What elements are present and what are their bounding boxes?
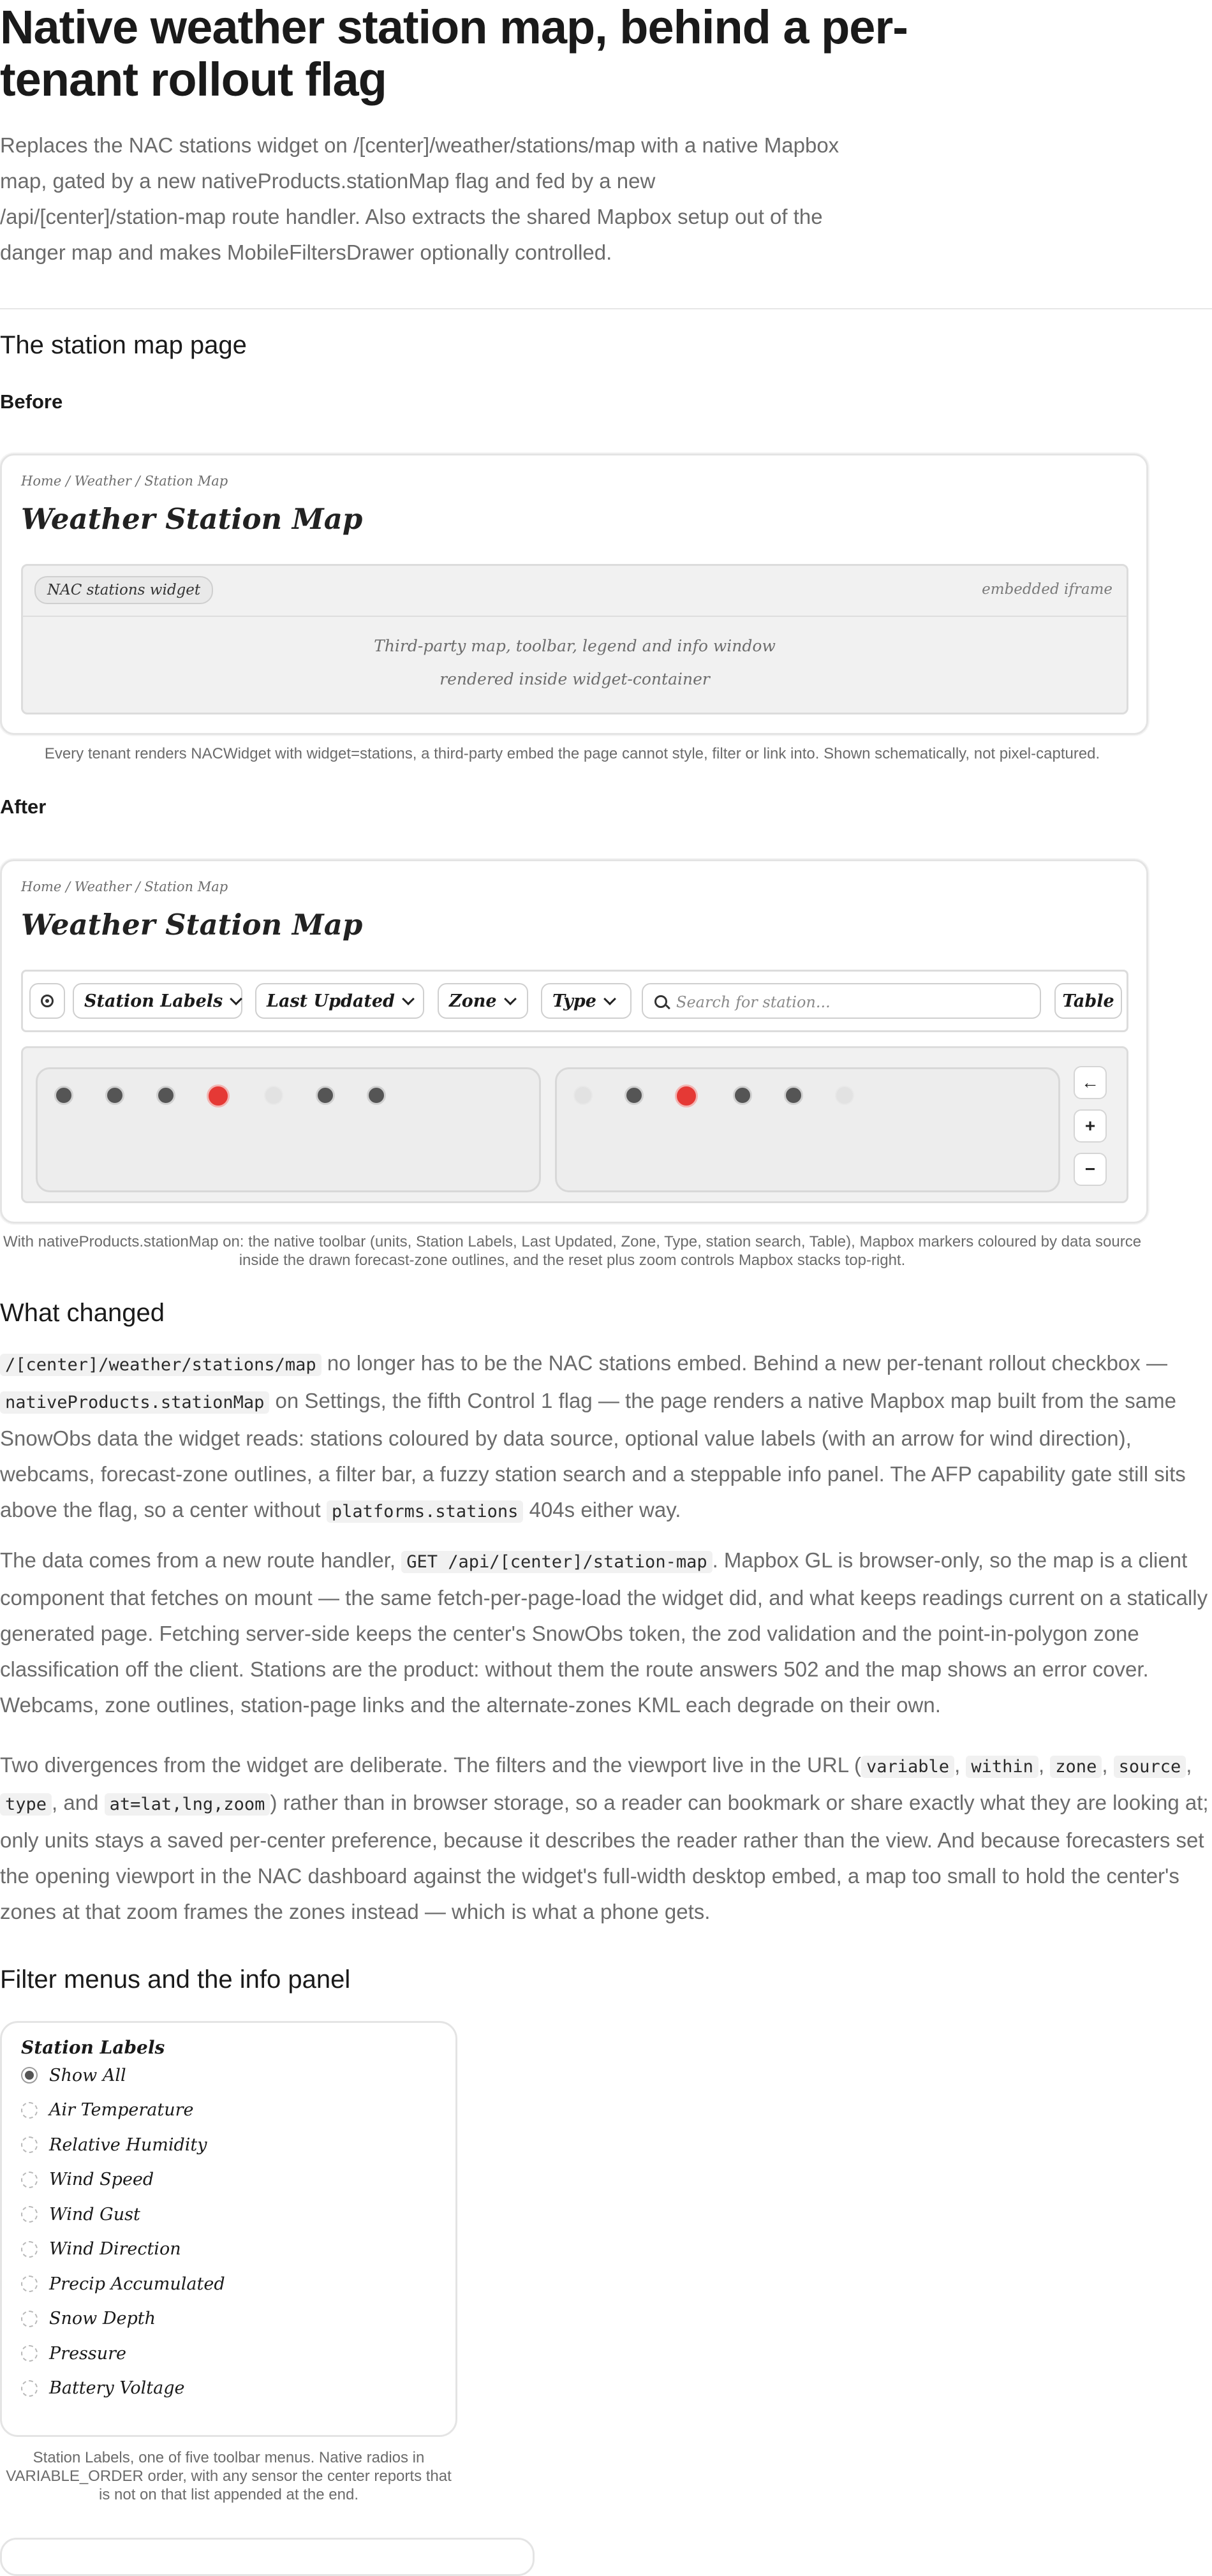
lede-paragraph: Replaces the NAC stations widget on /[center]/weather/stations/map with a native Mapbox map, gated by a new nativeProducts.stationMap flag and fed by a new /api/[center]/station-map route handler. Also extracts the shared Mapbox setup out of the danger map and makes MobileFiltersDrawer optionally controlled. <box>0 133 839 264</box>
widget-line-1: Third-party map, toolbar, legend and info window <box>374 637 776 655</box>
inline-code: nativeProducts.stationMap <box>0 1391 269 1414</box>
chevron-down-icon <box>603 993 616 1005</box>
radio-label: Battery Voltage <box>49 2378 185 2398</box>
widget-pill: NAC stations widget <box>34 576 213 604</box>
chevron-down-icon <box>504 993 517 1005</box>
radio-label: Wind Direction <box>49 2239 181 2259</box>
chevron-down-icon <box>402 993 415 1005</box>
type-button[interactable] <box>541 983 632 1019</box>
radio-label: Show All <box>49 2065 126 2085</box>
station-labels-menu <box>0 2021 457 2437</box>
page-title: Native weather station map, behind a per-tenant rollout flag <box>0 1 908 106</box>
before-mockup <box>0 454 1148 735</box>
search-placeholder: Search for station... <box>676 993 831 1011</box>
reset-view-button[interactable]: ← <box>1074 1066 1107 1099</box>
radio-button[interactable] <box>21 2067 38 2084</box>
info-panel-mockup <box>0 2538 535 2576</box>
map-toolbar <box>21 970 1128 1032</box>
zoom-out-button[interactable]: − <box>1074 1153 1107 1186</box>
after-mockup <box>0 859 1148 1224</box>
forecast-zone-outline <box>555 1067 1060 1192</box>
station-marker[interactable] <box>264 1086 283 1105</box>
breadcrumb: Home / Weather / Station Map <box>21 473 228 489</box>
radio-button[interactable] <box>21 2206 38 2223</box>
widget-body <box>23 630 1127 696</box>
after-label: After <box>0 796 47 818</box>
chevron-down-icon <box>230 993 242 1005</box>
zoom-in-button[interactable]: + <box>1074 1109 1107 1143</box>
inline-code: type <box>0 1793 52 1816</box>
what-changed-paragraph-2: The data comes from a new route handler, GET /api/[center]/station-map . Mapbox GL is browser-only, so the map is a client component that fetches on mount — the same fetch-per-page-load the widget did, and what keeps readings current on a statically generated page. Fetching server-side keeps the center's SnowObs token, the zod validation and the point-in-polygon zone classification off the client. Stations are the product: without them the route answers 502 and the map shows an error cover. Webcams, zone outlines, station-page links and the alternate-zones KML each degrade on their own. <box>0 1548 1208 1717</box>
section-heading-station-map: The station map page <box>0 331 247 359</box>
radio-button[interactable] <box>21 2241 38 2258</box>
radio-button[interactable] <box>21 2136 38 2153</box>
radio-button[interactable] <box>21 2345 38 2362</box>
zone-button[interactable] <box>438 983 528 1019</box>
station-marker[interactable] <box>573 1086 593 1105</box>
station-marker-selected[interactable] <box>207 1084 230 1107</box>
units-button[interactable] <box>29 983 65 1019</box>
radio-option[interactable] <box>21 2376 184 2401</box>
what-changed-paragraph-3: Two divergences from the widget are deliberate. The filters and the viewport live in the URL ( variable , within , zone , source , type , and at=lat,lng,zoom ) rather than in browser storage, so a reader can bookmark or share exactly what they are looking at; only units stays a saved per-center preference, because it describes the reader rather than the view. And because forecasters set the opening viewport in the NAC dashboard against the widget's full-width desktop embed, a map too small to hold the center's zones at that zoom frames the zones instead — which is what a phone gets. <box>0 1753 1209 1923</box>
radio-label: Wind Gust <box>49 2204 140 2224</box>
inline-code: within <box>966 1756 1038 1778</box>
station-marker[interactable] <box>784 1086 803 1105</box>
radio-label: Relative Humidity <box>49 2135 207 2155</box>
before-label: Before <box>0 390 63 413</box>
last-updated-label: Last Updated <box>267 991 395 1011</box>
forecast-zone-outline <box>36 1067 541 1192</box>
station-marker[interactable] <box>733 1086 752 1105</box>
radio-option[interactable] <box>21 2341 126 2366</box>
search-icon <box>654 995 667 1008</box>
inline-code: platforms.stations <box>327 1500 524 1523</box>
menu-title: Station Labels <box>21 2037 165 2058</box>
last-updated-button[interactable] <box>255 983 424 1019</box>
station-marker[interactable] <box>624 1086 644 1105</box>
breadcrumb: Home / Weather / Station Map <box>21 879 228 894</box>
radio-label: Air Temperature <box>49 2100 194 2120</box>
section-heading-what-changed: What changed <box>0 1299 165 1327</box>
target-icon <box>41 995 54 1007</box>
inline-code: zone <box>1050 1756 1102 1778</box>
before-caption: Every tenant renders NACWidget with widget=stations, a third-party embed the page cannot style, filter or link into. Shown schematically, not pixel-captured. <box>44 745 1100 762</box>
table-button[interactable] <box>1054 983 1122 1019</box>
radio-button[interactable] <box>21 2102 38 2119</box>
radio-button[interactable] <box>21 2172 38 2188</box>
radio-label: Pressure <box>49 2343 127 2364</box>
radio-button[interactable] <box>21 2380 38 2397</box>
station-marker[interactable] <box>54 1086 73 1105</box>
radio-label: Precip Accumulated <box>49 2274 225 2294</box>
station-marker[interactable] <box>105 1086 124 1105</box>
inline-code: at=lat,lng,zoom <box>105 1793 270 1816</box>
station-map[interactable] <box>21 1046 1128 1203</box>
table-label: Table <box>1062 991 1114 1011</box>
station-search-input[interactable] <box>642 983 1041 1019</box>
zone-label: Zone <box>449 991 497 1011</box>
radio-option[interactable] <box>21 2202 140 2227</box>
inline-code: source <box>1114 1756 1186 1778</box>
radio-button[interactable] <box>21 2311 38 2327</box>
radio-option[interactable] <box>21 2062 126 2088</box>
inline-code: variable <box>861 1756 954 1778</box>
station-marker[interactable] <box>156 1086 175 1105</box>
radio-button[interactable] <box>21 2276 38 2292</box>
radio-label: Wind Speed <box>49 2170 154 2189</box>
radio-option[interactable] <box>21 2132 207 2158</box>
widget-header <box>23 566 1127 617</box>
radio-option[interactable] <box>21 2237 181 2262</box>
what-changed-paragraph-1: /[center]/weather/stations/map no longer has to be the NAC stations embed. Behind a new per-tenant rollout checkbox — nativeProducts.stationMap on Settings, the fifth Control 1 flag — the page renders a native Mapbox map built from the same SnowObs data the widget reads: stations coloured by data source, optional value labels (with an arrow for wind direction), webcams, forecast-zone outlines, a filter bar, a fuzzy station search and a steppable info panel. The AFP capability gate still sits above the flag, so a center without platforms.stations 404s either way. <box>0 1351 1186 1521</box>
radio-option[interactable] <box>21 2167 154 2193</box>
mockup-page-title: Weather Station Map <box>21 502 363 536</box>
station-marker[interactable] <box>835 1086 854 1105</box>
station-marker[interactable] <box>316 1086 335 1105</box>
mockup-page-title: Weather Station Map <box>21 908 363 942</box>
nac-widget-embed <box>21 564 1128 714</box>
station-marker-selected[interactable] <box>675 1084 698 1107</box>
radio-label: Snow Depth <box>49 2309 156 2328</box>
divider <box>0 308 1212 309</box>
station-labels-button[interactable] <box>73 983 242 1019</box>
radio-option[interactable] <box>21 2306 156 2332</box>
radio-option[interactable] <box>21 2271 225 2297</box>
station-marker[interactable] <box>367 1086 386 1105</box>
embed-tag: embedded iframe <box>982 581 1112 598</box>
section-heading-filters: Filter menus and the info panel <box>0 1965 351 1994</box>
inline-code: GET /api/[center]/station-map <box>401 1551 712 1573</box>
type-label: Type <box>552 991 596 1011</box>
filters-caption: Station Labels, one of five toolbar menus. Native radios in VARIABLE_ORDER order, with any sensor the center reports that is not on that list appended at the end. <box>6 2449 452 2503</box>
inline-code: /[center]/weather/stations/map <box>0 1354 321 1376</box>
station-labels-label: Station Labels <box>84 991 223 1011</box>
radio-option[interactable] <box>21 2098 194 2123</box>
widget-line-2: rendered inside widget-container <box>440 670 710 688</box>
after-caption: With nativeProducts.stationMap on: the native toolbar (units, Station Labels, Last Updated, Zone, Type, station search, Table), Mapbox markers coloured by data source inside the drawn forecast-zone outlines, and the reset plus zoom controls Mapbox stacks top-right. <box>3 1233 1142 1269</box>
